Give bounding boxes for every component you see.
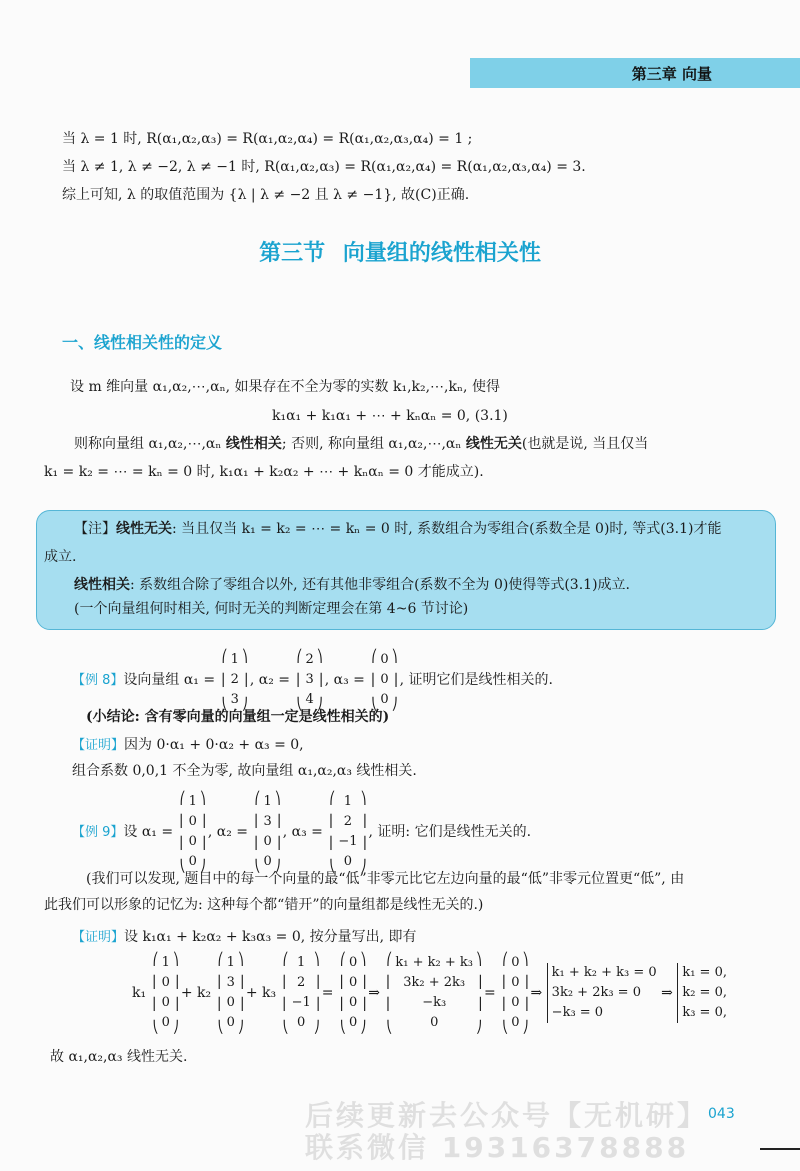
- note-line-2: 线性相关: 系数组合除了零组合以外, 还有其他非零组合(系数不全为 0)使得等式(3.1)成立.: [74, 577, 630, 593]
- example-8-remark: (小结论: 含有零向量的向量组一定是线性相关的): [86, 709, 390, 725]
- example-9: 【例 9】设 α₁ = ⎛ ⎜ ⎜ ⎝ 1 0 0 0 ⎞ ⎟ ⎟ ⎠ , α₂ = ⎛ ⎜ ⎜ ⎝ 1 3 0 0 ⎞ ⎟ ⎟ ⎠ , α₃ = ⎛ ⎜ ⎜ ⎝ 1 2 −1 0 ⎞ ⎟ ⎟ ⎠ , 证明: 它们是线性无关的.: [72, 791, 532, 873]
- term-linear-independent: 线性无关: [465, 436, 522, 452]
- equation-system-2: k₁ = 0, k₂ = 0, k₃ = 0,: [677, 963, 727, 1023]
- page-number: 043: [708, 1106, 735, 1122]
- vector-a1: ⎛ ⎜ ⎝ 1 2 3 ⎞ ⎟ ⎠: [221, 649, 248, 711]
- vector-a3: ⎛ ⎜ ⎝ 0 0 0 ⎞ ⎟ ⎠: [371, 649, 398, 711]
- term-linear-dependent: 线性相关: [225, 436, 282, 452]
- equation-system-1: k₁ + k₂ + k₃ = 0 3k₂ + 2k₃ = 0 −k₃ = 0: [547, 963, 657, 1023]
- example-8-tag: 【例 8】: [72, 673, 124, 688]
- footer-rule: [760, 1148, 800, 1150]
- proof-tag: 【证明】: [72, 738, 125, 753]
- subsection-title: 一、线性相关性的定义: [62, 333, 223, 352]
- example-8-proof-1: 【证明】因为 0·α₁ + 0·α₂ + α₃ = 0,: [72, 737, 304, 753]
- definition-line-3: k₁ = k₂ = ⋯ = kₙ = 0 时, k₁α₁ + k₂α₂ + ⋯ + kₙαₙ = 0 才能成立).: [44, 464, 484, 480]
- example-9-proof-1: 【证明】设 k₁α₁ + k₂α₂ + k₃α₃ = 0, 按分量写出, 即有: [72, 929, 417, 945]
- intro-line-1: 当 λ = 1 时, R(α₁,α₂,α₃) = R(α₁,α₂,α₄) = R(α₁,α₂,α₃,α₄) = 1 ;: [62, 131, 473, 147]
- example-8: 【例 8】设向量组 α₁ = ⎛ ⎜ ⎝ 1 2 3 ⎞ ⎟ ⎠ , α₂ = ⎛ ⎜ ⎝ 2 3 4 ⎞ ⎟ ⎠ , α₃ = ⎛ ⎜ ⎝ 0 0 0 ⎞ ⎟ ⎠ , 证明它们是线性相关的.: [72, 649, 553, 711]
- watermark-line-2: 联系微信 19316378888: [305, 1131, 690, 1164]
- vector-a2: ⎛ ⎜ ⎜ ⎝ 1 3 0 0 ⎞ ⎟ ⎟ ⎠: [254, 791, 281, 873]
- watermark-line-1: 后续更新去公众号【无机研】: [305, 1099, 709, 1132]
- example-9-remark-1: (我们可以发现, 题目中的每一个向量的最“低”非零元比它左边向量的最“低”非零元位置更“低”, 由: [86, 871, 685, 887]
- intro-line-3: 综上可知, λ 的取值范围为 {λ | λ ≠ −2 且 λ ≠ −1}, 故(C)正确.: [62, 187, 470, 203]
- definition-line-2: 则称向量组 α₁,α₂,⋯,αₙ 线性相关; 否则, 称向量组 α₁,α₂,⋯,αₙ 线性无关(也就是说, 当且仅当: [74, 436, 649, 452]
- chapter-title: 第三章 向量: [631, 64, 712, 83]
- vector-a2: ⎛ ⎜ ⎝ 2 3 4 ⎞ ⎟ ⎠: [296, 649, 323, 711]
- chapter-header: [470, 58, 800, 88]
- example-9-derivation: k₁ ⎛ ⎜ ⎜ ⎝ 1 0 0 0 ⎞ ⎟ ⎟ ⎠ + k₂ ⎛ ⎜ ⎜ ⎝ 1 3 0 0 ⎞ ⎟ ⎟ ⎠ + k₃ ⎛ ⎜ ⎜ ⎝ 1 2 −1 0 ⎞ ⎟ ⎟ ⎠ = ⎛ ⎜ ⎜ ⎝ 0 0 0 0 ⎞ ⎟ ⎟ ⎠ ⇒ ⎛ ⎜ ⎜ ⎝ k₁ + k₂ + k₃ 3k₂ + 2k₃ −k₃ 0 ⎞ ⎟ ⎟ ⎠ = ⎛ ⎜ ⎜ ⎝ 0 0 0 0 ⎞ ⎟ ⎟ ⎠ ⇒ k₁ + k₂ + k₃ = 0 3k₂ + 2k₃ = 0 −k₃ = 0 ⇒ k₁ = 0, k₂ = 0, k₃ = 0,: [132, 952, 727, 1034]
- note-tag: 【注】: [74, 521, 116, 537]
- section-title: 第三节 向量组的线性相关性: [259, 241, 541, 266]
- example-8-proof-2: 组合系数 0,0,1 不全为零, 故向量组 α₁,α₂,α₃ 线性相关.: [72, 763, 417, 779]
- note-line-1: 【注】线性无关: 当且仅当 k₁ = k₂ = ⋯ = kₙ = 0 时, 系数组合为零组合(系数全是 0)时, 等式(3.1)才能: [74, 521, 722, 537]
- definition-formula: k₁α₁ + k₁α₁ + ⋯ + kₙαₙ = 0, (3.1): [272, 408, 508, 424]
- note-line-1b: 成立.: [44, 549, 77, 565]
- definition-line-1: 设 m 维向量 α₁,α₂,⋯,αₙ, 如果存在不全为零的实数 k₁,k₂,⋯,kₙ, 使得: [70, 379, 500, 395]
- example-9-remark-2: 此我们可以形象的记忆为: 这种每个都“错开”的向量组都是线性无关的.): [44, 897, 484, 913]
- intro-line-2: 当 λ ≠ 1, λ ≠ −2, λ ≠ −1 时, R(α₁,α₂,α₃) = R(α₁,α₂,α₄) = R(α₁,α₂,α₃,α₄) = 3.: [62, 159, 586, 175]
- example-9-conclusion: 故 α₁,α₂,α₃ 线性无关.: [50, 1049, 188, 1065]
- vector-a3: ⎛ ⎜ ⎜ ⎝ 1 2 −1 0 ⎞ ⎟ ⎟ ⎠: [329, 791, 367, 873]
- vector-a1: ⎛ ⎜ ⎜ ⎝ 1 0 0 0 ⎞ ⎟ ⎟ ⎠: [179, 791, 206, 873]
- note-line-3: (一个向量组何时相关, 何时无关的判断定理会在第 4~6 节讨论): [74, 601, 469, 617]
- proof-tag: 【证明】: [72, 930, 125, 945]
- example-9-tag: 【例 9】: [72, 825, 124, 840]
